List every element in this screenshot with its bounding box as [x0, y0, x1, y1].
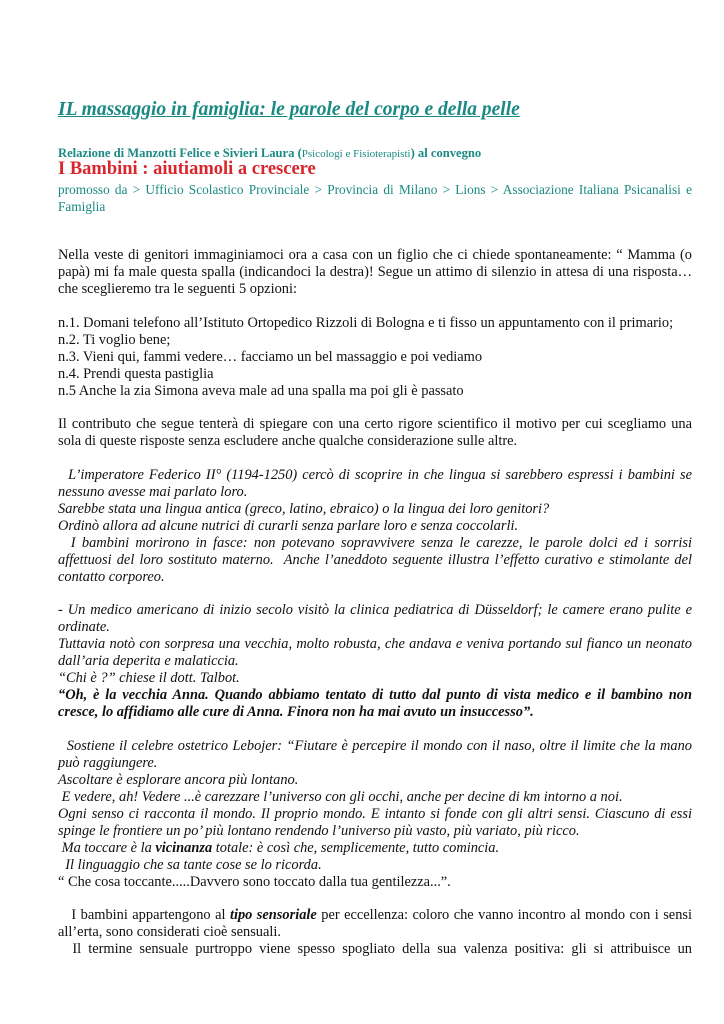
federico-paragraph: Sarebbe stata una lingua antica (greco, latino, ebraico) o la lingua dei loro genitori? [58, 500, 550, 517]
federico-paragraph: L’imperatore Federico II° (1194-1250) cercò di scoprire in che lingua si sarebbero espressi i bambini se nessuno avesse mai parlato loro. [58, 466, 696, 500]
document-body [58, 247, 696, 958]
option-item: n.3. Vieni qui, fammi vedere… facciamo un bel massaggio e poi vediamo [58, 348, 483, 365]
toccare-line [58, 840, 692, 857]
toccare-text: Ma toccare è la [58, 839, 156, 856]
leboyer-paragraph: Sostiene il celebre ostetrico Lebojer: “Fiutare è percepire il mondo con il naso, oltre il limite che la mano può raggiungere. [58, 737, 696, 771]
medico-quote: “Oh, è la vecchia Anna. Quando abbiamo tentato di tutto dal punto di vista medico e il bambino non cresce, lo affidiamo alle cure di Anna. Finora non ha mai avuto un insuccesso”. [58, 687, 692, 720]
leboyer-paragraph: E vedere, ah! Vedere ...è carezzare l’universo con gli occhi, anche per decine di km intorno a noi. [58, 788, 623, 805]
option-item: n.2. Ti voglio bene; [58, 331, 171, 348]
medico-paragraph: Tuttavia notò con sorpresa una vecchia, molto robusta, che andava e veniva portando sul fianco un neonato dall’aria deperita e malaticcia. [58, 636, 692, 669]
bambini-paragraph [58, 907, 696, 941]
federico-paragraph: I bambini morirono in fasce: non potevano sopravvivere senza le carezze, le parole dolci ed i sorrisi affettuosi del loro sostituto materno. Anche l’aneddoto seguente illustra l’effetto curativo e stimolante del contatto corporeo. [58, 534, 696, 585]
leboyer-paragraph: Ogni senso ci racconta il mondo. Il proprio mondo. E intanto si fonde con gli altri sensi. Ciascuno di essi spinge le frontiere un po’ più lontano rendendo l’universo più vasto, più variato, più ricco. [58, 805, 692, 839]
intro-paragraph: Nella veste di genitori immaginiamoci ora a casa con un figlio che ci chiede spontaneamente: “ Mamma (o papà) mi fa male questa spalla (indicandoci la destra)! Segue un attimo di silenzio in attesa di una risposta… che sceglieremo tra le seguenti 5 opzioni: [58, 247, 692, 297]
option-item: n.5 Anche la zia Simona aveva male ad una spalla ma poi gli è passato [58, 382, 464, 399]
options-list [58, 315, 692, 400]
option-item: n.4. Prendi questa pastiglia [58, 365, 214, 382]
linguaggio-line: Il linguaggio che sa tante cose se lo ricorda. [58, 856, 322, 873]
speakers-suffix: ) al convegno [410, 146, 482, 160]
toccare-emphasis: vicinanza [155, 839, 213, 856]
bambini-text: I bambini appartengono al [58, 907, 230, 923]
bambini-emphasis: tipo sensoriale [229, 907, 317, 923]
option-item: n.1. Domani telefono all’Istituto Ortopedico Rizzoli di Bologna e ti fisso un appuntamento con il primario; [58, 314, 674, 331]
medico-paragraph: - Un medico americano di inizio secolo visitò la clinica pediatrica di Düsseldorf; le camere erano pulite e ordinate. [58, 602, 692, 635]
speakers-text: Relazione di Manzotti Felice e Sivieri Laura ( [58, 146, 302, 160]
leboyer-paragraph: Ascoltare è esplorare ancora più lontano. [58, 771, 299, 788]
conference-title: I Bambini : aiutiamoli a crescere [58, 159, 316, 179]
toccare-text-end: totale: è così che, semplicemente, tutto comincia. [212, 839, 500, 856]
document-title: IL massaggio in famiglia: le parole del corpo e della pelle [58, 99, 520, 120]
toccante-line: “ Che cosa toccante.....Davvero sono toccato dalla tua gentilezza...”. [58, 873, 451, 890]
federico-paragraph: Ordinò allora ad alcune nutrici di curarli senza parlare loro e senza coccolarli. [58, 517, 519, 534]
medico-paragraph: “Chi è ?” chiese il dott. Talbot. [58, 670, 240, 686]
sensuale-paragraph: Il termine sensuale purtroppo viene spesso spogliato della sua valenza positiva: gli si attribuisce un [58, 941, 692, 957]
contributo-paragraph: Il contributo che segue tenterà di spiegare con una certo rigore scientifico il motivo per cui scegliamo una sola di queste risposte senza escludere anche qualche considerazione sulle altre. [58, 416, 692, 449]
promoted-by: promosso da > Ufficio Scolastico Provinciale > Provincia di Milano > Lions > Associazione Italiana Psicanalisi e Famiglia [58, 182, 692, 214]
speakers-profession: Psicologi e Fisioterapisti [301, 148, 411, 160]
bambini-text-end: per eccellenza: coloro che vanno incontro al mondo con i sensi all’erta, sono considerati cioè sensuali. [58, 907, 696, 940]
